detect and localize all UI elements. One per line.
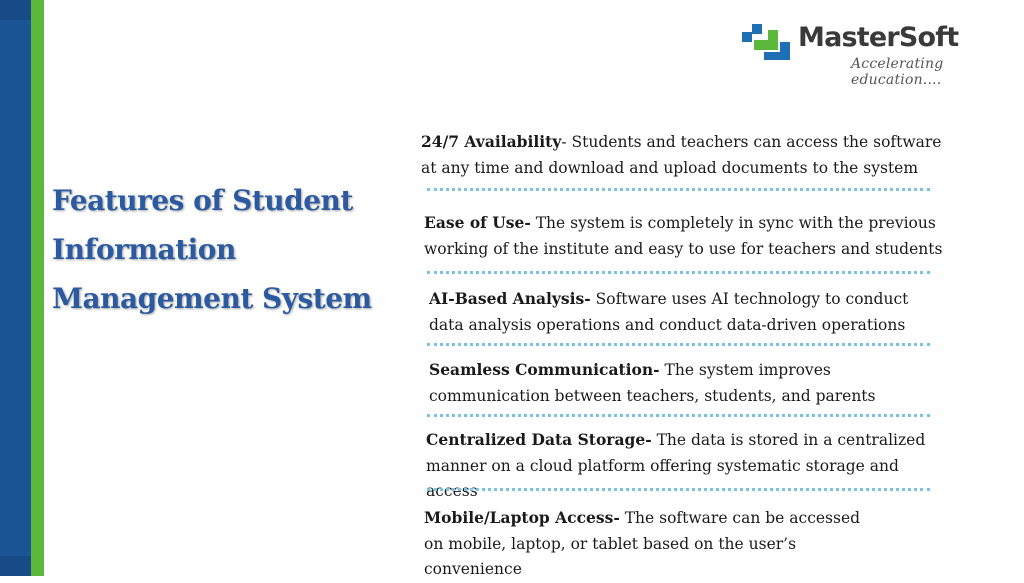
feature-ease-of-use xyxy=(424,210,964,262)
page-title-line-1: Features of Student xyxy=(52,184,353,217)
feature-title: Seamless Communication- xyxy=(429,360,660,379)
page-title-line-3: Management System xyxy=(52,282,372,315)
feature-title: Ease of Use- xyxy=(424,213,531,232)
dotted-divider xyxy=(427,414,930,417)
feature-title: Centralized Data Storage- xyxy=(426,430,652,449)
feature-text: The software can be accessed on mobile, laptop, or tablet based on the user’s convenience xyxy=(424,509,861,578)
feature-communication xyxy=(429,357,939,409)
feature-title: Mobile/Laptop Access- xyxy=(424,508,620,527)
feature-text: The data is stored in a centralized manner on a cloud platform offering systematic storage and access xyxy=(426,431,926,500)
feature-ai-analysis xyxy=(429,286,909,338)
feature-data-storage xyxy=(426,427,946,505)
feature-text: The system is completely in sync with the previous working of the institute and easy to use for teachers and students xyxy=(424,214,943,258)
left-accent-bar-blue xyxy=(0,0,31,576)
page-title xyxy=(52,176,392,323)
mastersoft-logo-icon xyxy=(738,20,794,64)
feature-text: - Students and teachers can access the software at any time and download and upload documents to the system xyxy=(421,133,942,177)
dotted-divider xyxy=(427,188,930,191)
feature-text: The system improves communication between teachers, students, and parents xyxy=(429,361,876,405)
feature-text: Software uses AI technology to conduct data analysis operations and conduct data-driven operations xyxy=(429,290,909,334)
brand-name: MasterSoft xyxy=(798,22,959,53)
left-accent-bar-inner xyxy=(0,20,31,556)
brand-tagline: Accelerating education.... xyxy=(851,56,944,88)
feature-mobile-access xyxy=(424,505,864,583)
feature-title: AI-Based Analysis- xyxy=(429,289,591,308)
mastersoft-logo xyxy=(738,20,1018,88)
feature-availability xyxy=(421,129,961,181)
feature-title: 24/7 Availability xyxy=(421,132,562,151)
dotted-divider xyxy=(427,488,930,491)
dotted-divider xyxy=(427,271,930,274)
dotted-divider xyxy=(427,343,930,346)
page-title-line-2: Information xyxy=(52,233,236,266)
